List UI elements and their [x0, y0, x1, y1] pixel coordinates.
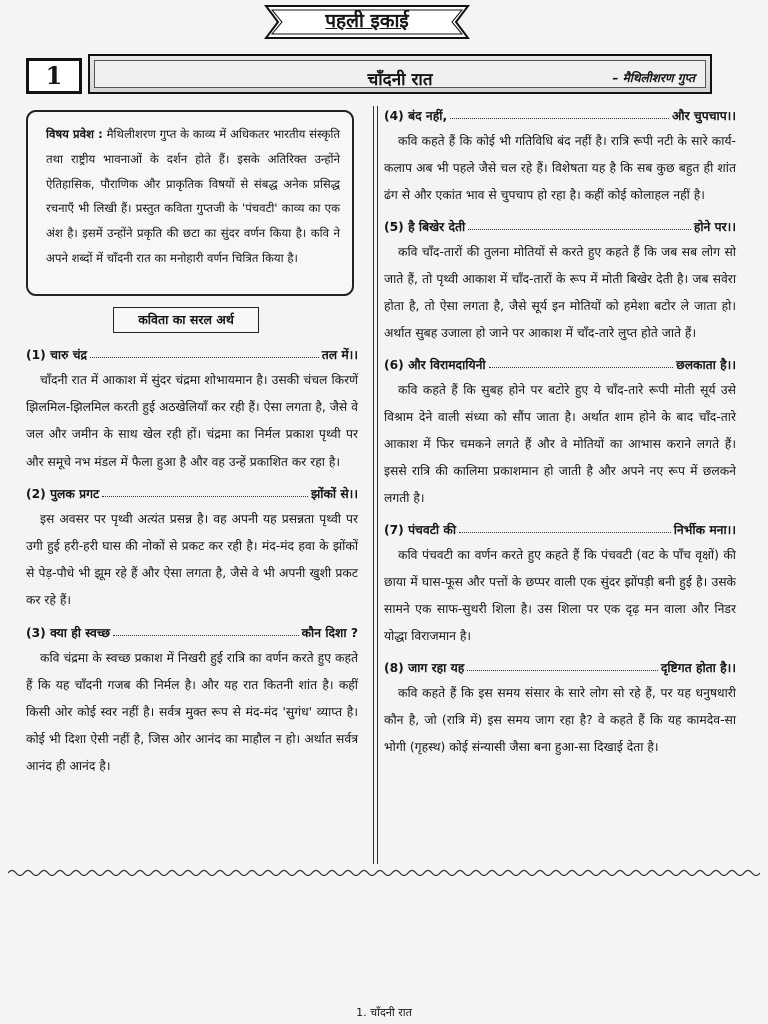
stanza-start: (8) जाग रहा यह	[384, 661, 465, 675]
stanza-heading	[384, 215, 736, 235]
stanza-heading	[384, 353, 736, 373]
intro-label: विषय प्रवेश :	[46, 127, 103, 141]
meaning-heading: कविता का सरल अर्थ	[113, 307, 259, 333]
stanza-heading	[26, 343, 358, 363]
dotted-leader	[450, 118, 669, 119]
stanza-meaning: कवि चंद्रमा के स्वच्छ प्रकाश में निखरी हुई रात्रि का वर्णन करते हुए कहते हैं कि यह चाँदनी गजब की निर्मल है। और यह रात कितनी शांत है। कहीं किसी ओर कोई स्वर नहीं है। सर्वत्र मुक्त रूप से मंद-मंद 'सुगंध' व्याप्त है। कोई भी दिशा ऐसी नहीं है, जिस ओर आनंद का माहौल न हो। अर्थात सर्वत्र आनंद ही आनंद है।	[26, 650, 358, 774]
author-name: – मैथिलीशरण गुप्त	[612, 71, 695, 85]
stanza-2	[26, 482, 358, 615]
dotted-leader	[489, 367, 673, 368]
stanza-start: (6) और विरामदायिनी	[384, 358, 486, 372]
stanza-start: (7) पंचवटी की	[384, 523, 457, 537]
stanza-8	[384, 656, 736, 761]
stanza-end: निर्भीक मना।।	[673, 523, 736, 537]
stanza-end: छलकाता है।।	[676, 358, 736, 372]
stanza-meaning: कवि कहते हैं कि सुबह होने पर बटोरे हुए ये चाँद-तारे रूपी मोती सूर्य उसे विश्राम देने वाली संध्या को सौंप जाता है। अर्थात शाम होने के बाद चाँद-तारे आकाश में फिर चमकने लगते हैं और वे मोतियों का आभास कराने लगते हैं। इससे रात्रि की कालिमा प्रकाशमान हो जाती है और अपने नए रूप में छलकने लगती है।	[384, 383, 736, 505]
stanza-start: (4) बंद नहीं,	[384, 109, 448, 123]
stanza-1	[26, 343, 358, 476]
stanza-end: और चुपचाप।।	[672, 109, 736, 123]
stanza-heading	[26, 482, 358, 502]
stanza-start: (2) पुलक प्रगट	[26, 486, 100, 501]
stanza-heading	[26, 621, 358, 641]
stanza-start: (1) चारु चंद्र	[26, 348, 88, 362]
stanza-meaning: कवि कहते हैं कि इस समय संसार के सारे लोग सो रहे हैं, पर यह धनुषधारी कौन है, जो (रात्रि में) इस समय जाग रहा है? वे कहते हैं कि यह कामदेव-सा भोगी (गृहस्थ) कोई संन्यासी जैसा बना हुआ-सा दिखाई देता है।	[384, 686, 736, 754]
stanza-end: दृष्टिगत होता है।।	[660, 661, 736, 675]
unit-banner	[262, 4, 472, 40]
dotted-leader	[459, 532, 671, 533]
stanza-heading	[384, 518, 736, 538]
stanza-start: (3) क्या ही स्वच्छ	[26, 625, 111, 640]
stanza-meaning: कवि पंचवटी का वर्णन करते हुए कहते हैं कि पंचवटी (वट के पाँच वृक्षों) की छाया में घास-फूस और पत्तों के छप्पर वाली एक सुंदर झोंपड़ी बनी हुई है। उसके सामने एक साफ-सुथरी शिला है। उस शिला पर एक दृढ़ मन वाला और निडर योद्धा विराजमान है।	[384, 548, 736, 643]
stanza-5	[384, 215, 736, 347]
stanza-heading	[384, 104, 736, 124]
stanza-6	[384, 353, 736, 512]
dotted-leader	[102, 496, 308, 497]
stanza-heading	[384, 656, 736, 676]
stanza-start: (5) है बिखेर देती	[384, 220, 466, 234]
stanza-end: झोंकों से।।	[310, 486, 358, 501]
dotted-leader	[467, 670, 658, 671]
stanza-3	[26, 621, 358, 781]
stanza-end: तल में।।	[321, 348, 358, 362]
chapter-title-strip	[88, 54, 712, 94]
stanza-meaning: कवि चाँद-तारों की तुलना मोतियों से करते हुए कहते हैं कि जब सब लोग सो जाते हैं, तो पृथ्वी आकाश में चाँद-तारों के रूप में मोती बिखेर देती है। जब सवेरा होता है, तो ऐसा लगता है, जैसे सूर्य इन मोतियों को हमेशा बटोर ले जाता हो। अर्थात सुबह उजाला हो जाने पर आकाश में चाँद-तारे लुप्त होते जाते हैं।	[384, 245, 736, 340]
stanza-4	[384, 104, 736, 209]
dotted-leader	[468, 229, 691, 230]
unit-title: पहली इकाई	[325, 10, 409, 32]
page-footer: 1. चाँदनी रात	[356, 1006, 412, 1019]
stanza-meaning: इस अवसर पर पृथ्वी अत्यंत प्रसन्न है। वह अपनी यह प्रसन्नता पृथ्वी पर उगी हुई हरी-हरी घास की नोकों से प्रकट कर रही है। मंद-मंद हवा के झोंकों से पेड़-पौधे भी झूम रहे हैं और ऐसा लगता है, जैसे वे भी अपनी खुशी प्रकट कर रहे हैं।	[26, 511, 358, 608]
stanza-7	[384, 518, 736, 650]
stanza-end: कौन दिशा ?	[301, 625, 358, 640]
right-column	[384, 104, 736, 767]
wavy-divider	[8, 868, 760, 878]
stanza-end: होने पर।।	[693, 220, 736, 234]
stanza-meaning: कवि कहते हैं कि कोई भी गतिविधि बंद नहीं है। रात्रि रूपी नटी के सारे कार्य-कलाप अब भी पहले जैसे चल रहे हैं। विशेषता यह है कि सब कुछ बहुत ही शांत ढंग से और एकांत भाव से चुपचाप हो रहा है। कहीं कोई कोलाहल नहीं है।	[384, 134, 736, 202]
chapter-number: 1	[26, 58, 82, 94]
left-column	[26, 343, 358, 787]
title-strip-inner	[94, 60, 706, 88]
intro-box	[26, 110, 354, 296]
column-divider	[373, 106, 378, 864]
stanza-meaning: चाँदनी रात में आकाश में सुंदर चंद्रमा शोभायमान है। उसकी चंचल किरणें झिलमिल-झिलमिल करती हुई अठखेलियाँ कर रही हैं। ऐसा लगता है, जैसे वे जल और जमीन के साथ खेल रही हों। चंद्रमा का निर्मल प्रकाश पृथ्वी पर और समूचे नभ मंडल में फैला हुआ है और वह उन्हें प्रकाशित कर रहा है।	[26, 373, 358, 469]
intro-text: मैथिलीशरण गुप्त के काव्य में अधिकतर भारतीय संस्कृति तथा राष्ट्रीय भावनाओं के दर्शन होते हैं। इसके अतिरिक्त उन्होंने ऐतिहासिक, पौराणिक और प्राकृतिक विषयों से संबद्ध अनेक प्रसिद्ध रचनाएँ भी लिखी हैं। प्रस्तुत कविता गुप्तजी के 'पंचवटी' काव्य का एक अंश है। इसमें उन्होंने प्रकृति की छटा का सुंदर वर्णन किया है। कवि ने अपने शब्दों में चाँदनी रात का मनोहारी वर्णन चित्रित किया है।	[46, 127, 341, 265]
dotted-leader	[113, 635, 299, 636]
chapter-title-bar	[26, 52, 712, 96]
chapter-title: चाँदनी रात	[367, 70, 433, 90]
dotted-leader	[90, 357, 319, 358]
